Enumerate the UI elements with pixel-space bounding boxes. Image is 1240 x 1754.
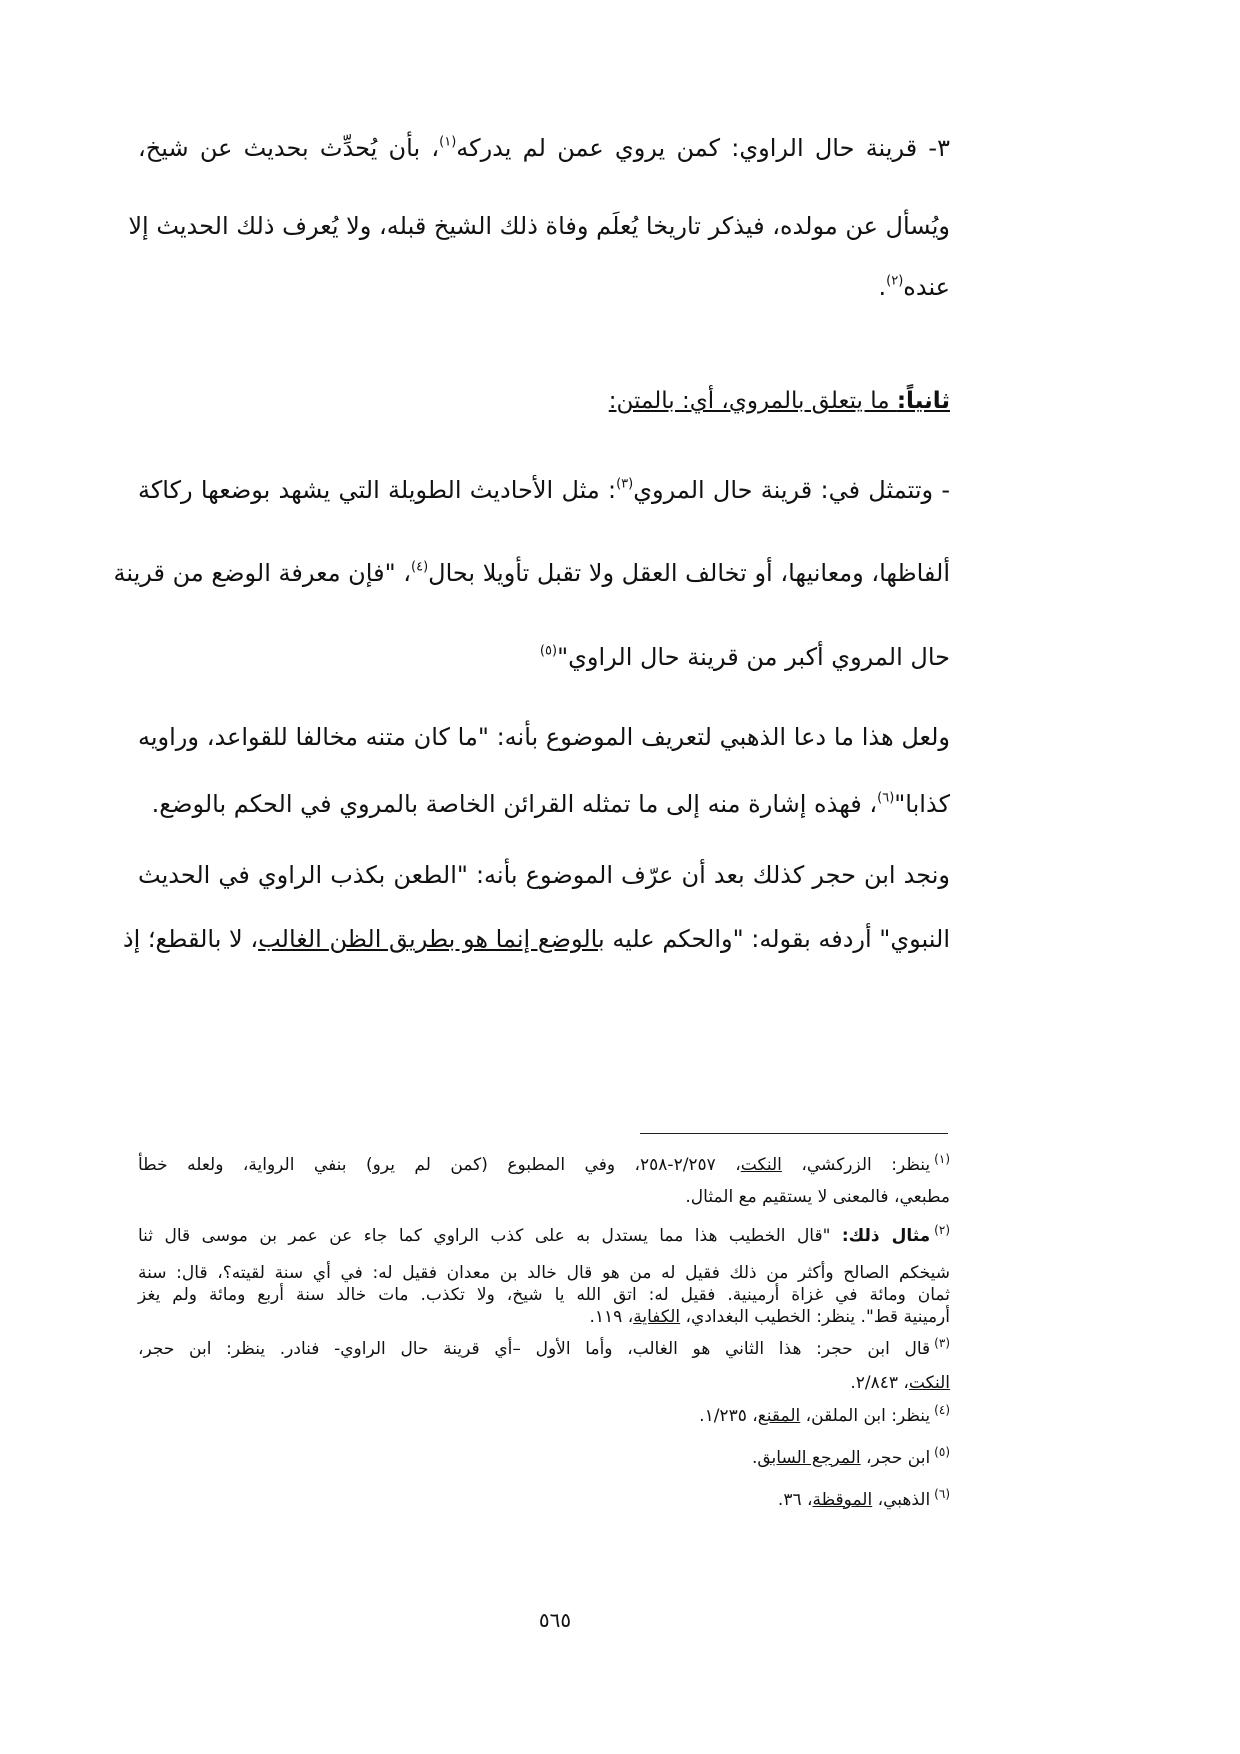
footnote-6: $^{(٦)}$الذهبي، الموقظة، ٣٦.: [777, 1486, 950, 1510]
body-line: حال المروي أكبر من قرينة حال الراوي"$^{(٥)}$: [539, 643, 950, 671]
page-number: ٥٦٥: [538, 1608, 572, 1632]
footnote-2-cont: ثمان ومائة في غزاة أرمينية. فقيل له: اتق الله يا شيخ، ولا تكذب. مات خالد سنة أربع ومائة ولم يغز: [138, 1285, 950, 1305]
body-line: ٣- قرينة حال الراوي: كمن يروي عمن لم يدركه$^{(١)}$، بأن يُحدِّث بحديث عن شيخ،: [138, 134, 950, 162]
footnote-separator: [640, 1133, 948, 1134]
footnote-ref[interactable]: (٥): [539, 643, 558, 659]
footnote-ref[interactable]: (٤): [411, 559, 429, 575]
section-heading: ثانياً: ما يتعلق بالمروي، أي: بالمتن:: [608, 388, 950, 414]
body-line: ولعل هذا ما دعا الذهبي لتعريف الموضوع بأنه: "ما كان متنه مخالفا للقواعد، وراويه: [138, 723, 950, 751]
body-line: - وتتمثل في: قرينة حال المروي$^{(٣)}$: مثل الأحاديث الطويلة التي يشهد بوضعها ركاكة: [138, 476, 951, 504]
footnote-2-cont: شيخكم الصالح وأكثر من ذلك فقيل له من هو قال خالد بن معدان فقيل له: في أي سنة لقيته؟، قال: سنة: [138, 1263, 950, 1283]
body-line: ونجد ابن حجر كذلك بعد أن عرّف الموضوع بأنه: "الطعن بكذب الراوي في الحديث: [138, 861, 950, 889]
footnote-1-cont: مطبعي، فالمعنى لا يستقيم مع المثال.: [685, 1187, 950, 1207]
footnote-2: $^{(٢)}$مثال ذلك: "قال الخطيب هذا مما يستدل به على كذب الراوي كما جاء عن عمر بن موسى قال ثنا: [138, 1222, 950, 1246]
footnote-5: $^{(٥)}$ابن حجر، المرجع السابق.: [751, 1444, 950, 1468]
footnote-3-cont: النكت، ٢/٨٤٣.: [850, 1373, 950, 1393]
footnote-2-cont: أرمينية قط". ينظر: الخطيب البغدادي، الكفاية، ١١٩.: [589, 1307, 950, 1327]
footnote-ref[interactable]: (١): [439, 134, 457, 150]
footnote-3: $^{(٣)}$قال ابن حجر: هذا الثاني هو الغالب، وأما الأول –أي قرينة حال الراوي- فنادر. ينظر: ابن حجر،: [138, 1335, 950, 1359]
footnote-1: $^{(١)}$ينظر: الزركشي، النكت، ٢/٢٥٧-٢٥٨، وفي المطبوع (كمن لم يرو) بنفي الرواية، ولعله خطأ: [138, 1151, 950, 1175]
footnote-ref[interactable]: (٣): [616, 476, 634, 492]
footnote-4: $^{(٤)}$ينظر: ابن الملقن، المقنع، ١/٢٣٥.: [699, 1402, 950, 1426]
body-line: كذابا"$^{(٦)}$، فهذه إشارة منه إلى ما تمثله القرائن الخاصة بالمروي في الحكم بالوضع.: [151, 790, 950, 818]
body-line: ويُسأل عن مولده، فيذكر تاريخا يُعلَم وفاة ذلك الشيخ قبله، ولا يُعرف ذلك الحديث إلا: [128, 212, 950, 240]
body-line: النبوي" أردفه بقوله: "والحكم عليه بالوضع إنما هو بطريق الظن الغالب، لا بالقطع؛ إذ: [122, 925, 950, 953]
body-line: عنده$^{(٢)}$.: [878, 273, 950, 301]
footnote-ref[interactable]: (٦): [877, 790, 895, 806]
body-line: ألفاظها، ومعانيها، أو تخالف العقل ولا تقبل تأويلا بحال$^{(٤)}$، "فإن معرفة الوضع من قرينة: [113, 559, 950, 587]
footnote-ref[interactable]: (٢): [886, 273, 904, 289]
